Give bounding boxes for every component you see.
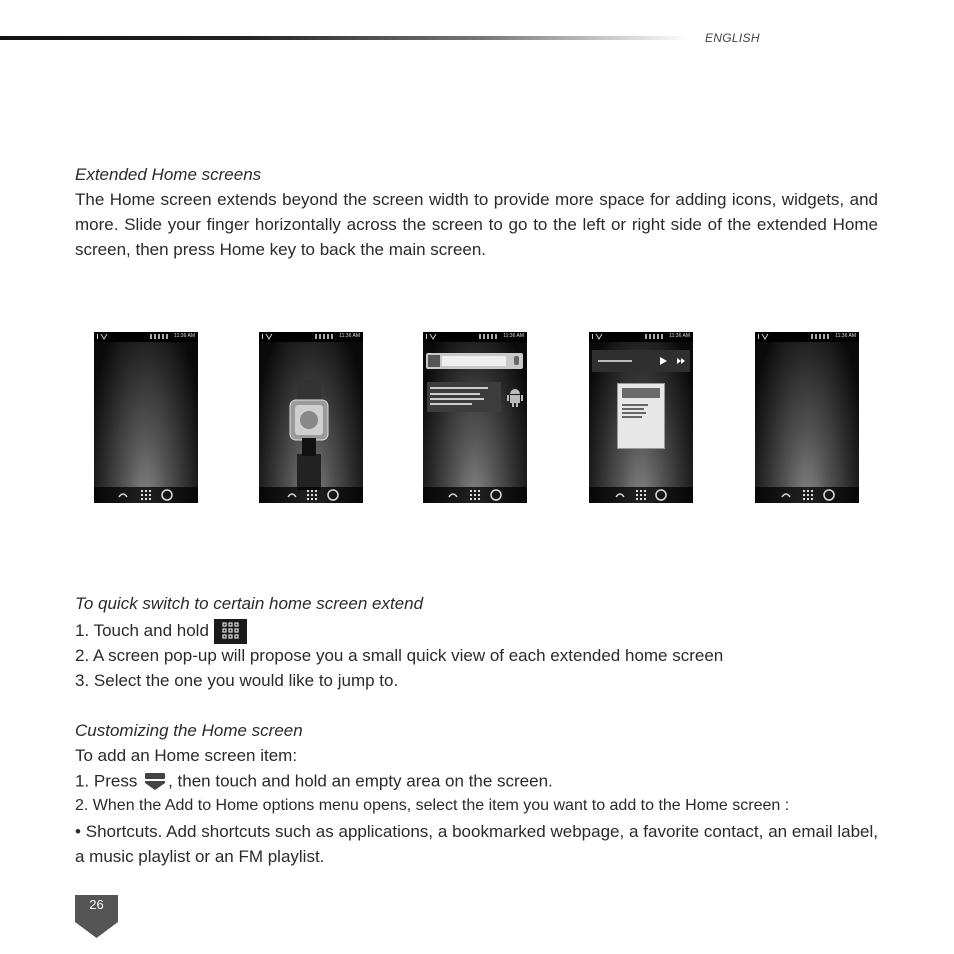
next-icon (676, 356, 686, 366)
tip-widget (427, 382, 501, 412)
phone-icon (285, 489, 299, 501)
phone-screenshot-2 (259, 332, 363, 503)
language-label: ENGLISH (705, 31, 760, 45)
quick-switch-step-1: 1. Touch and hold (75, 619, 247, 644)
browser-icon (822, 489, 836, 501)
play-icon (658, 356, 668, 366)
app-grid-icon (139, 489, 153, 501)
dock-bar (755, 487, 859, 503)
app-grid-icon (801, 489, 815, 501)
phone-icon (116, 489, 130, 501)
browser-icon (654, 489, 668, 501)
music-widget (592, 350, 690, 372)
header-rule (0, 36, 690, 40)
section-body-extended: The Home screen extends beyond the screen width to provide more space for adding icons, widgets, and more. Slide your finger horizontally across the screen to go to the left or right side of the extended Home screen, then press Home key to back the main screen. (75, 190, 878, 259)
status-time: 11:36 (835, 333, 848, 339)
page-number: 26 (75, 895, 118, 916)
phone-icon (613, 489, 627, 501)
page-chevron-icon (75, 916, 118, 938)
status-bar: 11:36 AM (94, 332, 198, 342)
watch-wallpaper-image (287, 380, 331, 490)
market-widget (617, 383, 665, 449)
phone-screenshot-3 (423, 332, 527, 503)
status-bar: 11:36 AM (589, 332, 693, 342)
customizing-bullet-shortcuts: • Shortcuts. Add shortcuts such as applications, a bookmarked webpage, a favorite contact, an email label, a music playlist or an FM playlist. (75, 822, 878, 866)
status-bar: 11:36 AM (259, 332, 363, 342)
browser-icon (326, 489, 340, 501)
browser-icon (489, 489, 503, 501)
browser-icon (160, 489, 174, 501)
app-grid-icon (634, 489, 648, 501)
status-bar: 11:36 AM (423, 332, 527, 342)
phone-icon (446, 489, 460, 501)
phone-screenshot-4 (589, 332, 693, 503)
dock-bar (589, 487, 693, 503)
dock-bar (423, 487, 527, 503)
phone-screenshot-1 (94, 332, 198, 503)
phone-icon (779, 489, 793, 501)
status-bar: 11:36 AM (755, 332, 859, 342)
microphone-icon (514, 356, 519, 365)
status-time: 11:36 (503, 333, 516, 339)
status-time: 11:36 (339, 333, 352, 339)
app-grid-icon (214, 619, 247, 644)
app-grid-icon (468, 489, 482, 501)
phone-screenshot-5 (755, 332, 859, 503)
customizing-step-1: 1. Press , then touch and hold an empty area on the screen. (75, 771, 553, 793)
quick-switch-step-3: 3. Select the one you would like to jump to. (75, 671, 399, 690)
app-grid-icon (305, 489, 319, 501)
status-time: 11:36 (174, 333, 187, 339)
dock-bar (259, 487, 363, 503)
customizing-step-2: 2. When the Add to Home options menu opens, select the item you want to add to the Home screen : (75, 797, 790, 814)
customizing-intro: To add an Home screen item: (75, 746, 298, 765)
section-title-quick-switch: To quick switch to certain home screen extend (75, 594, 424, 613)
status-time: 11:36 (669, 333, 682, 339)
menu-icon (142, 771, 168, 793)
search-widget (426, 353, 523, 369)
dock-bar (94, 487, 198, 503)
android-icon (507, 387, 523, 407)
section-title-extended: Extended Home screens (75, 165, 262, 184)
quick-switch-step-2: 2. A screen pop-up will propose you a small quick view of each extended home screen (75, 646, 724, 665)
section-title-customizing: Customizing the Home screen (75, 721, 303, 740)
